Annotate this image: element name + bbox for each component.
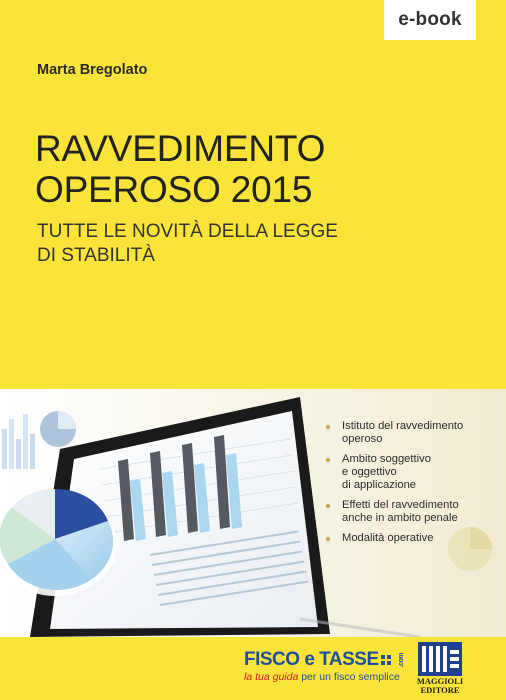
bullet-dot-icon	[326, 458, 330, 462]
ebook-label: e-book	[398, 9, 462, 30]
subtitle-line-1: TUTTE LE NOVITÀ DELLA LEGGE	[37, 221, 338, 242]
topic-item: Modalità operative	[322, 532, 502, 545]
ebook-badge	[384, 0, 476, 40]
grid-icon	[381, 655, 391, 665]
maggioli-mark-icon	[418, 642, 462, 676]
author-name: Marta Bregolato	[37, 62, 148, 78]
brand-name: FISCO e TASSE .com	[244, 650, 412, 670]
topic-item: Ambito soggettivo e oggettivo di applicazione	[322, 453, 502, 492]
subtitle-line-2: DI STABILITÀ	[37, 245, 155, 266]
bullet-dot-icon	[326, 537, 330, 541]
topic-item: Effetti del ravvedimento anche in ambito penale	[322, 499, 502, 525]
maggioli-editore-logo	[410, 642, 470, 696]
book-title	[35, 128, 325, 210]
title-line-2: OPEROSO 2015	[35, 169, 313, 210]
title-line-1: RAVVEDIMENTO	[35, 128, 326, 169]
bullet-dot-icon	[326, 504, 330, 508]
brand-tagline: la tua guida per un fisco semplice	[244, 671, 400, 683]
topics-list	[322, 420, 502, 552]
book-subtitle	[37, 220, 338, 268]
brand-dotcom: .com	[397, 652, 405, 668]
bullet-dot-icon	[326, 425, 330, 429]
topic-item: Istituto del ravvedimento operoso	[322, 420, 502, 446]
publisher-name: MAGGIOLI EDITORE	[416, 676, 464, 695]
fisco-e-tasse-logo	[244, 650, 412, 690]
